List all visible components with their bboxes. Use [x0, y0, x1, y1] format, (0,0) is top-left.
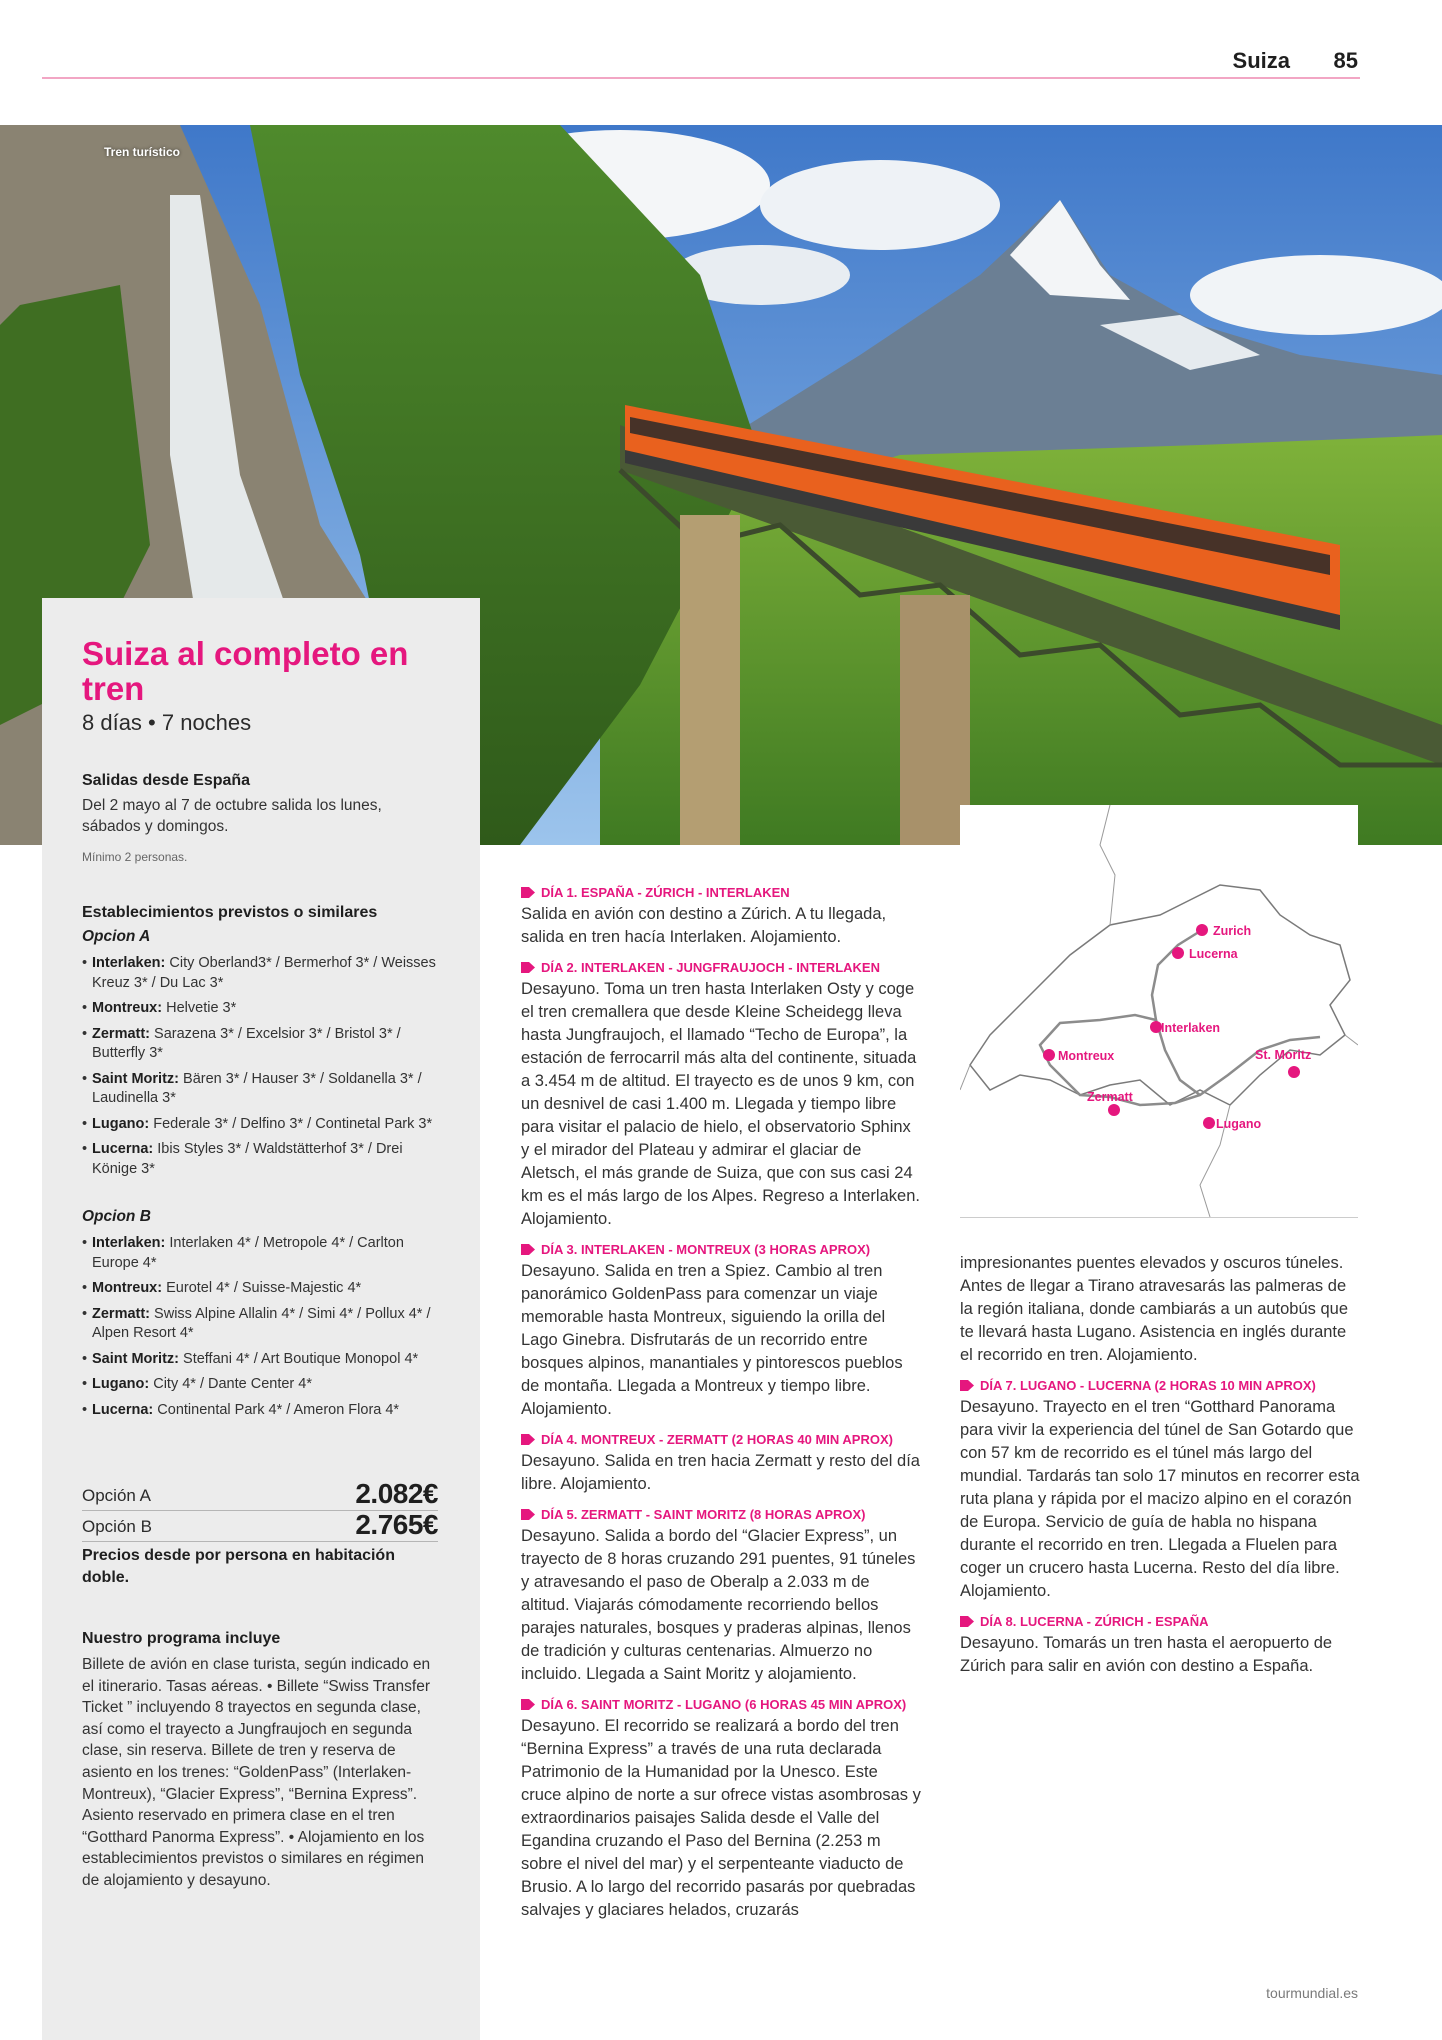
arrow-icon: [521, 1434, 535, 1445]
city-marker-lugano: [1203, 1117, 1215, 1129]
day-title: DÍA 7. LUGANO - LUCERNA (2 HORAS 10 MIN APROX): [960, 1377, 1360, 1394]
list-item: • Lucerna: Ibis Styles 3* / Waldstätterhof 3* / Drei Könige 3*: [82, 1140, 442, 1179]
header-divider: [42, 77, 1360, 79]
list-item: • Lugano: Federale 3* / Delfino 3* / Continetal Park 3*: [82, 1115, 442, 1135]
day-title: DÍA 2. INTERLAKEN - JUNGFRAUJOCH - INTERLAKEN: [521, 959, 921, 976]
day-text: Desayuno. Toma un tren hasta Interlaken Osty y coge el tren cremallera que desde Kleine Scheidegg lleva hasta Jungfraujoch, el llamado “Techo de Europa”, la estación de ferrocarril más alta del continente, situada a 3.454 m de altitud. El trayecto es de unos 9 km, con un desnivel de casi 1.400 m. Llegada y tiempo libre para visitar el palacio de hielo, el observatorio Sphinx y el mirador del Plateau y admirar el glaciar de Aletsch, el más grande de Suiza, que con sus casi 24 km es el más largo de los Alpes. Regreso a Interlaken. Alojamiento.: [521, 980, 920, 1228]
list-item: • Saint Moritz: Bären 3* / Hauser 3* / Soldanella 3* / Laudinella 3*: [82, 1070, 442, 1109]
arrow-icon: [521, 1509, 535, 1520]
day-text: Desayuno. Salida en tren a Spiez. Cambio al tren panorámico GoldenPass para comenzar un viaje memorable hasta Montreux, siguiendo la orilla del Lago Ginebra. Disfrutarás de un recorrido entre bosques alpinos, manantiales y pintorescos pueblos de montaña. Llegada a Montreux y tiempo libre. Alojamiento.: [521, 1262, 903, 1418]
day-block: [521, 1241, 921, 1421]
minimum-note: Mínimo 2 personas.: [82, 850, 188, 864]
hotels-heading: Establecimientos previstos o similares: [82, 904, 378, 921]
includes-heading: Nuestro programa incluye: [82, 1630, 281, 1647]
itinerary-column-1: [521, 884, 921, 1932]
hotels-option-b-list: [82, 1234, 442, 1426]
includes-text: Billete de avión en clase turista, según indicado en el itinerario. Tasas aéreas. • Billete “Swiss Transfer Ticket ” incluyendo 8 trayectos en segunda clase, así como el trayecto a Jungfraujoch en segunda clase, sin reserva. Billete de tren y reserva de asiento en los trenes: “GoldenPass” (Interlaken-Montreux), “Glacier Express”, “Bernina Express”. Asiento reservado en primera clase en el tren “Gotthard Panorma Express”. • Alojamiento en los establecimientos previstos o similares en régimen de alojamiento y desayuno.: [82, 1656, 431, 1889]
day-text: Desayuno. El recorrido se realizará a bordo del tren “Bernina Express” a través de una ruta declarada Patrimonio de la Humanidad por la Unesco. Este cruce alpino de norte a sur ofrece vistas asombrosas y extraordinarios paisajes Salida desde el Valle del Egandina cruzando el Paso del Bernina (2.253 m sobre el nivel del mar) y el serpenteante viaducto de Brusio. A lo largo del recorrido pasarás por quebradas salvajes y glaciares helados, cruzarás: [521, 1717, 921, 1919]
city-label: Lugano: [1216, 1117, 1262, 1131]
route-map: [960, 805, 1358, 1218]
header-section-title: Suiza: [1232, 48, 1290, 73]
day-block: [960, 1377, 1360, 1603]
price-row-option-a: [82, 1480, 438, 1511]
day-block: [521, 1431, 921, 1496]
arrow-icon: [521, 1244, 535, 1255]
city-marker-zermatt: [1108, 1104, 1120, 1116]
hotels-option-a-label: Opcion A: [82, 928, 151, 945]
itinerary-column-2: [960, 1252, 1360, 1688]
day-block: [521, 1506, 921, 1686]
day-title: DÍA 1. ESPAÑA - ZÚRICH - INTERLAKEN: [521, 884, 921, 901]
day-title: DÍA 4. MONTREUX - ZERMATT (2 HORAS 40 MIN APROX): [521, 1431, 921, 1448]
city-label: Montreux: [1058, 1049, 1115, 1063]
trip-title: Suiza al completo en tren: [82, 635, 409, 707]
arrow-icon: [960, 1380, 974, 1391]
departures-heading: Salidas desde España: [82, 772, 251, 789]
border-line: [1100, 805, 1115, 925]
city-label: Lucerna: [1189, 947, 1238, 961]
day-text: Desayuno. Salida a bordo del “Glacier Express”, un trayecto de 8 horas cruzando 291 puentes, 91 túneles y atravesando el paso de Oberalp a 2.033 m de altitud. Viajarás cómodamente recorriendo bellos parajes naturales, bosques y praderas alpinas, llenos de tradición y culturas centenarias. Almuerzo no incluido. Llegada a Saint Moritz y alojamiento.: [521, 1527, 916, 1683]
trip-duration: 8 días • 7 noches: [82, 710, 252, 735]
day-title: DÍA 3. INTERLAKEN - MONTREUX (3 HORAS APROX): [521, 1241, 921, 1258]
city-label: Zermatt: [1087, 1090, 1133, 1104]
list-item: • Lucerna: Continental Park 4* / Ameron Flora 4*: [82, 1401, 442, 1421]
list-item: • Montreux: Eurotel 4* / Suisse-Majestic 4*: [82, 1279, 442, 1299]
city-marker-lucerna: [1172, 947, 1184, 959]
day-text: Desayuno. Tomarás un tren hasta el aeropuerto de Zúrich para salir en avión con destino a España.: [960, 1634, 1333, 1675]
arrow-icon: [521, 962, 535, 973]
border-line: [1345, 1035, 1358, 1045]
arrow-icon: [521, 1699, 535, 1710]
day-block: [521, 959, 921, 1231]
price-value: 2.765€: [355, 1509, 438, 1540]
arrow-icon: [521, 887, 535, 898]
day-title: DÍA 6. SAINT MORITZ - LUGANO (6 HORAS 45 MIN APROX): [521, 1696, 921, 1713]
price-note: Precios desde por persona en habitación doble.: [82, 1547, 395, 1586]
day-block: [521, 1696, 921, 1922]
day-block: [960, 1613, 1360, 1678]
list-item: • Saint Moritz: Steffani 4* / Art Boutique Monopol 4*: [82, 1350, 442, 1370]
photo-caption: Tren turístico: [104, 145, 181, 159]
list-item: • Montreux: Helvetie 3*: [82, 999, 442, 1019]
day-title: DÍA 5. ZERMATT - SAINT MORITZ (8 HORAS APROX): [521, 1506, 921, 1523]
cloud: [760, 160, 1000, 250]
list-item: • Lugano: City 4* / Dante Center 4*: [82, 1375, 442, 1395]
day-text: Desayuno. Salida en tren hacia Zermatt y resto del día libre. Alojamiento.: [521, 1452, 920, 1493]
hotels-option-b-label: Opcion B: [82, 1208, 151, 1225]
price-row-option-b: [82, 1511, 438, 1542]
price-value: 2.082€: [355, 1478, 438, 1509]
day-text: Desayuno. Trayecto en el tren “Gotthard Panorama para vivir la experiencia del túnel de San Gotardo que con 57 km de recorrido es el túnel más largo del mundial. Tardarás tan solo 17 minutos en recorrer esta ruta plana y rápida por el macizo alpino en el corazón de Europa. Servicio de guía de habla no hispana durante el recorrido en tren. Llegada a Fluelen para coger un crucero hasta Lucerna. Resto del día libre. Alojamiento.: [960, 1398, 1360, 1600]
city-label: Interlaken: [1161, 1021, 1221, 1035]
city-label: Zurich: [1213, 924, 1252, 938]
day-text: Salida en avión con destino a Zúrich. A tu llegada, salida en tren hacía Interlaken. Alojamiento.: [521, 905, 887, 946]
list-item: • Interlaken: City Oberland3* / Bermerhof 3* / Weisses Kreuz 3* / Du Lac 3*: [82, 954, 442, 993]
hotels-option-a-list: [82, 954, 442, 1185]
city-label: St. Moritz: [1255, 1048, 1312, 1062]
departures-text: Del 2 mayo al 7 de octubre salida los lunes, sábados y domingos.: [82, 797, 382, 835]
city-marker-zurich: [1196, 924, 1208, 936]
footer-url[interactable]: tourmundial.es: [1266, 1985, 1358, 2001]
page-header: [0, 0, 1442, 80]
day-title: DÍA 8. LUCERNA - ZÚRICH - ESPAÑA: [960, 1613, 1360, 1630]
switzerland-map: [960, 805, 1358, 1217]
page-number: 85: [1333, 48, 1358, 73]
city-marker-montreux: [1043, 1049, 1055, 1061]
city-marker-st-moritz: [1288, 1066, 1300, 1078]
list-item: • Zermatt: Swiss Alpine Allalin 4* / Simi 4* / Pollux 4* / Alpen Resort 4*: [82, 1305, 442, 1344]
arrow-icon: [960, 1616, 974, 1627]
list-item: • Interlaken: Interlaken 4* / Metropole 4* / Carlton Europe 4*: [82, 1234, 442, 1273]
list-item: • Zermatt: Sarazena 3* / Excelsior 3* / Bristol 3* / Butterfly 3*: [82, 1025, 442, 1064]
bridge-pillar: [680, 515, 740, 845]
day-block: [521, 884, 921, 949]
price-label: Opción A: [82, 1486, 151, 1505]
price-label: Opción B: [82, 1517, 152, 1536]
day-text-continuation: impresionantes puentes elevados y oscuros túneles. Antes de llegar a Tirano atravesarás las palmeras de la región italiana, donde cambiarás a un autobús que te llevará hasta Lugano. Asistencia en inglés durante el recorrido en tren. Alojamiento.: [960, 1254, 1349, 1364]
border-line: [960, 1065, 970, 1090]
cloud: [1190, 255, 1442, 335]
